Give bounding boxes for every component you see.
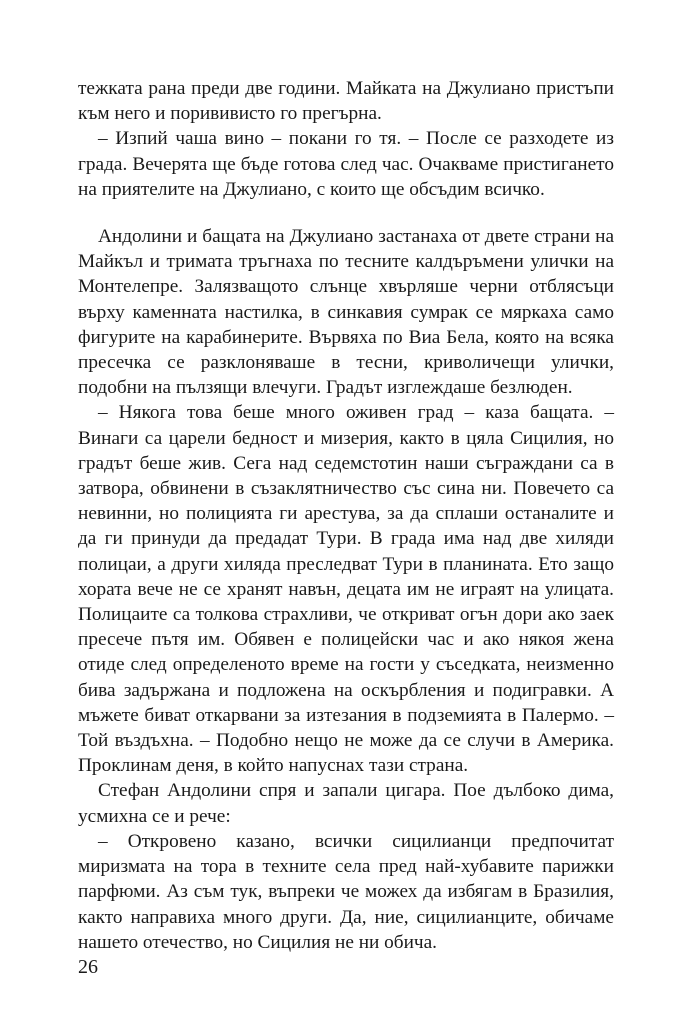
- paragraph-narration-walk: Андолини и бащата на Джулиано застанаха от двете страни на Майкъл и тримата тръгнаха по тесните калдъръмени улички на Монтелепре. Залязващото слънце хвърляше черни отблясъци върху каменната настилка, в синкавия сумрак се мяркаха само фигурите на карабинерите. Вървяха по Виа Бела, която на всяка пресечка се разклоняваше в тесни, криволичещи улички, подобни на пълзящи влечуги. Градът изглеждаше безлюден.: [78, 226, 614, 399]
- paragraph-dialogue-andolini: – Откровено казано, всички сицилианци предпочитат миризмата на тора в техните села пред най-хубавите парижки парфюми. Аз съм тук, въпреки че можех да избягам в Бразилия, както направиха много други. Да, ние, сицилианците, обичаме нашето отечество, но Сицилия не ни обича.: [78, 830, 614, 953]
- body-text: [78, 76, 614, 955]
- paragraph-dialogue-father: – Някога това беше много оживен град – каза бащата. – Винаги са царели бедност и мизерия, както в цяла Сицилия, но градът беше жив. Сега над седемстотин наши съграждани са в затвора, обвинени в съзаклятничество със сина ни. Повечето са невинни, но полицията ги арестува, за да сплаши останалите и да ги принуди да предадат Тури. В града има над две хиляди полицаи, а други хиляда преследват Тури в планината. Ето защо хората вече не се хранят навън, децата им не играят на улицата. Полицаите са толкова страхливи, че откриват огън дори ако заек пресече пътя им. Обявен е полицейски час и ако някоя жена отиде след определеното време на гости у съседката, неизменно бива задържана и подложена на оскърбления и подигравки. А мъжете биват откарвани за изтезания в подземията в Палермо. – Той въздъхна. – Подобно нещо не може да се случи в Америка. Проклинам деня, в който напуснах тази страна.: [78, 402, 614, 777]
- paragraph-dialogue-mother: – Изпий чаша вино – покани го тя. – После се разходете из града. Вечерята ще бъде готова след час. Очакваме пристигането на приятелите на Джулиано, с които ще обсъдим всичко.: [78, 128, 614, 200]
- page-number: 26: [78, 956, 98, 978]
- paragraph-continuation: тежката рана преди две години. Майката на Джулиано пристъпи към него и порививисто го прегърна.: [78, 78, 614, 125]
- paragraph-narration-andolini: Стефан Андолини спря и запали цигара. Пое дълбоко дима, усмихна се и рече:: [78, 780, 614, 827]
